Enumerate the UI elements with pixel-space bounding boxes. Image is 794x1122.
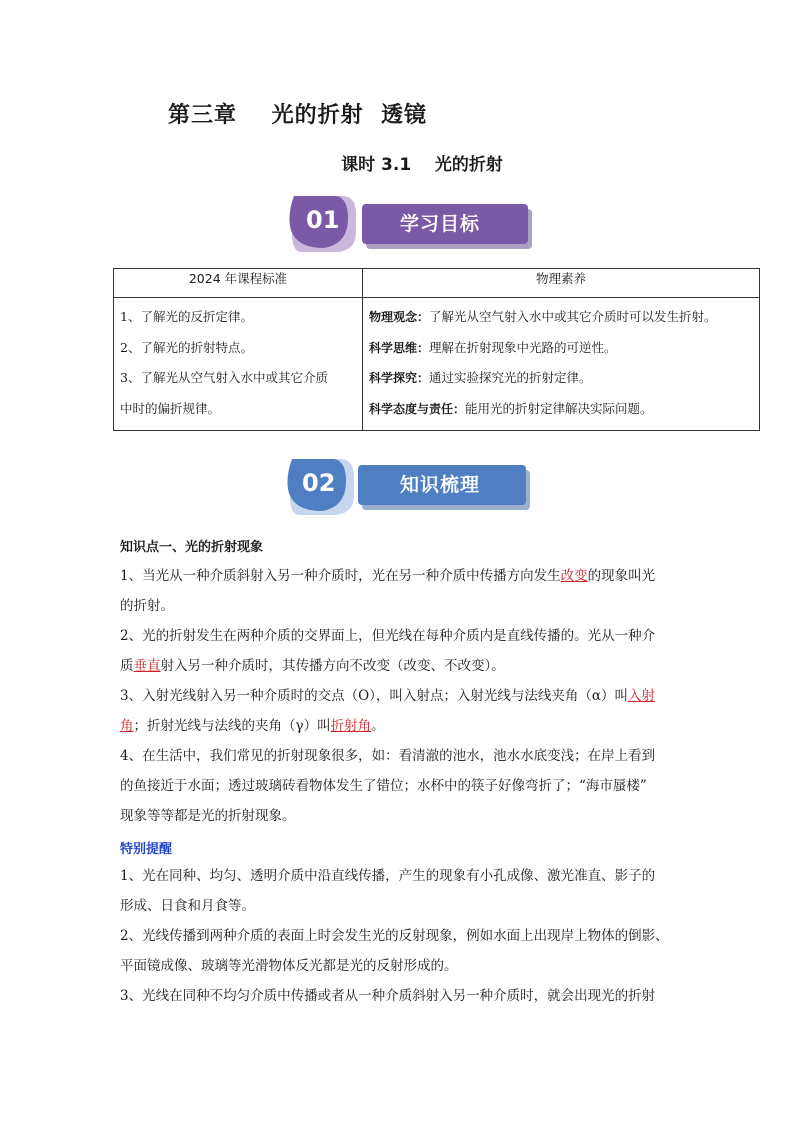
answer-blank: 入射 <box>628 688 656 704</box>
section-badge-knowledge-review <box>284 455 534 517</box>
text-run: 射入另一种介质时，其传播方向不改变（改变、不改变）。 <box>160 658 505 674</box>
paragraph-1-line <box>120 561 700 591</box>
answer-blank: 垂直 <box>133 658 161 674</box>
curriculum-line: 中时的偏折规律。 <box>120 400 221 416</box>
literacy-text: 能用光的折射定律解决实际问题。 <box>465 400 653 416</box>
literacy-key: 科学探究： <box>369 371 430 385</box>
section-badge-learning-goals <box>286 192 534 254</box>
table-header-literacy: 物理素养 <box>363 269 760 298</box>
text-run: 。 <box>371 718 385 734</box>
literacy-cell <box>363 298 760 431</box>
literacy-key: 科学思维： <box>369 340 430 355</box>
paragraph-4-line: 4、在生活中，我们常见的折射现象很多，如：看清澈的池水，池水水底变浅；在岸上看到 <box>120 748 656 764</box>
literacy-item <box>369 394 753 425</box>
literacy-item <box>369 363 753 394</box>
curriculum-line: 1、了解光的反折定律。 <box>120 309 253 324</box>
literacy-key: 科学态度与责任： <box>369 401 466 416</box>
text-run: 质 <box>120 658 134 674</box>
text-run: ；折射光线与法线的夹角（γ）叫 <box>133 718 331 734</box>
paragraph-2-line: 2、光的折射发生在两种介质的交界面上，但光线在每种介质内是直线传播的。光从一种介 <box>120 628 656 644</box>
table-header-curriculum: 2024 年课程标准 <box>114 269 363 298</box>
paragraph-2-line <box>120 651 700 681</box>
section-label-knowledge-review: 知识梳理 <box>400 474 481 496</box>
paragraph-3-line <box>120 711 700 741</box>
section-label-learning-goals: 学习目标 <box>400 213 481 235</box>
tip-line: 3、光线在同种不均匀介质中传播或者从一种介质斜射入另一种介质时，就会出现光的折射 <box>120 988 656 1004</box>
answer-blank: 改变 <box>560 568 588 584</box>
paragraph-1-line: 的折射。 <box>120 598 174 614</box>
literacy-item <box>369 333 753 364</box>
answer-blank: 折射角 <box>330 718 372 734</box>
tips-heading: 特别提醒 <box>120 842 173 857</box>
tip-line: 平面镜成像、玻璃等光滑物体反光都是光的反射形成的。 <box>120 958 458 974</box>
literacy-text: 理解在折射现象中光路的可逆性。 <box>429 339 617 355</box>
literacy-key: 物理观念： <box>369 310 430 324</box>
tip-line: 1、光在同种、均匀、透明介质中沿直线传播，产生的现象有小孔成像、激光准直、影子的 <box>120 868 656 884</box>
text-run: 的现象叫光 <box>587 568 656 584</box>
section-number-02: 02 <box>302 469 336 497</box>
tips-body <box>120 861 700 1011</box>
literacy-item <box>369 302 753 333</box>
standards-table <box>113 268 760 431</box>
paragraph-3-line <box>120 681 700 711</box>
text-run: 3、入射光线射入另一种介质时的交点（O），叫入射点；入射光线与法线夹角（α）叫 <box>120 688 629 704</box>
tip-line: 2、光线传播到两种介质的表面上时会发生光的反射现象，例如水面上出现岸上物体的倒影、 <box>120 928 669 944</box>
tip-line: 形成、日食和月食等。 <box>120 898 255 914</box>
lesson-title: 课时 3.1 光的折射 <box>341 155 503 175</box>
text-run: 1、当光从一种介质斜射入另一种介质时，光在另一种介质中传播方向发生 <box>120 568 561 584</box>
curriculum-cell <box>114 298 363 431</box>
chapter-title: 第三章 光的折射 透镜 <box>168 103 427 128</box>
curriculum-line: 3、了解光从空气射入水中或其它介质 <box>120 370 328 385</box>
literacy-text: 了解光从空气射入水中或其它介质时可以发生折射。 <box>429 309 717 324</box>
paragraph-4-line: 现象等等都是光的折射现象。 <box>120 808 296 824</box>
literacy-text: 通过实验探究光的折射定律。 <box>429 370 592 385</box>
knowledge-heading: 知识点一、光的折射现象 <box>120 540 264 555</box>
section-number-01: 01 <box>306 206 340 234</box>
answer-blank: 角 <box>120 718 134 734</box>
curriculum-line: 2、了解光的折射特点。 <box>120 339 253 355</box>
knowledge-body <box>120 561 700 831</box>
paragraph-4-line: 的鱼接近于水面；透过玻璃砖看物体发生了错位；水杯中的筷子好像弯折了；“海市蜃楼” <box>120 778 647 794</box>
